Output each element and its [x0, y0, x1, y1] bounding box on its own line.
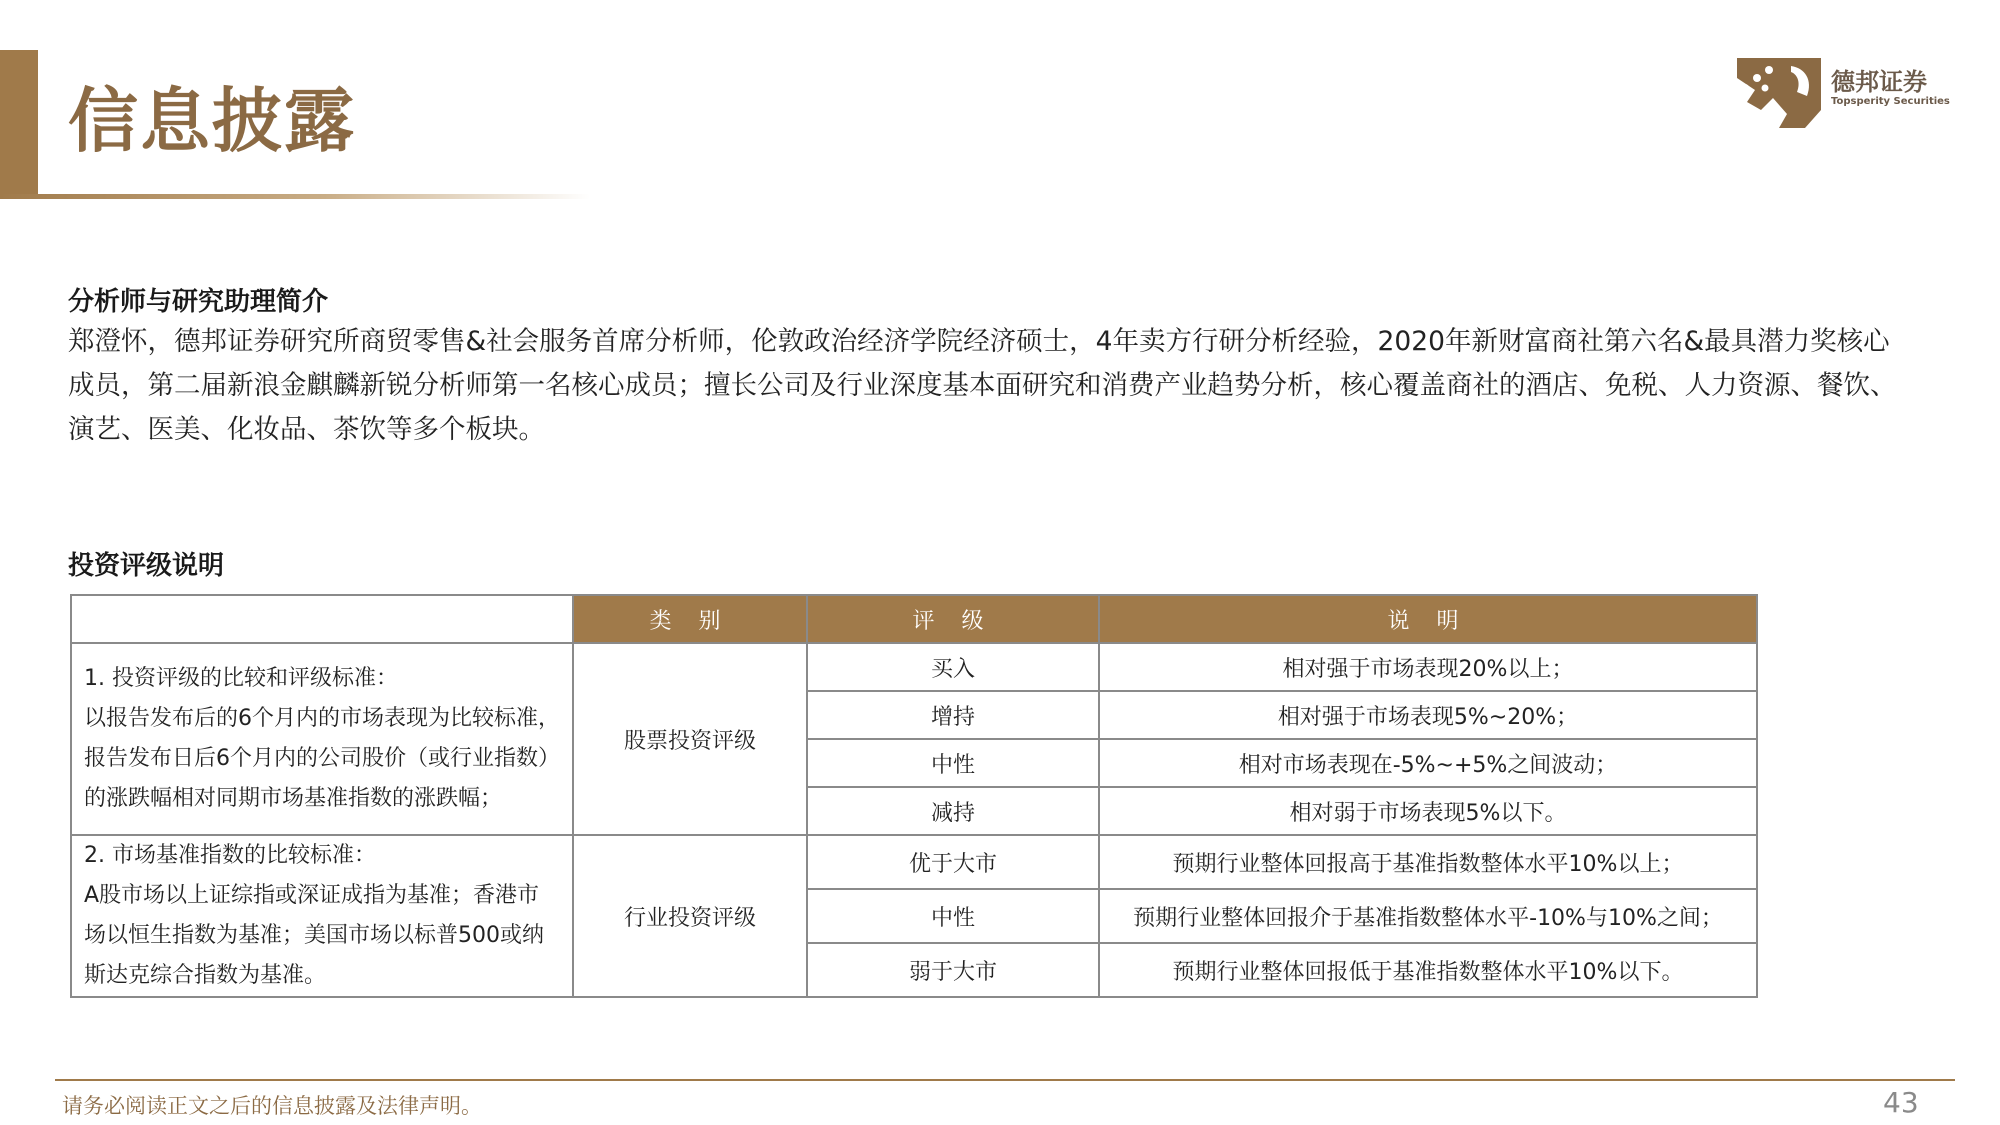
page-title: 信息披露 [68, 80, 356, 162]
explanation-cell: 预期行业整体回报介于基准指数整体水平-10%与10%之间； [1099, 889, 1757, 943]
stock-category-cell: 股票投资评级 [573, 643, 807, 835]
page-number: 43 [1883, 1086, 1919, 1119]
grade-cell: 弱于大市 [807, 943, 1099, 997]
rating-table [70, 594, 1758, 998]
company-logo [1735, 52, 1960, 132]
industry-category-cell: 行业投资评级 [573, 835, 807, 997]
header-explanation: 说 明 [1099, 595, 1757, 643]
stock-criteria-cell [71, 643, 573, 835]
footer-divider [55, 1079, 1955, 1081]
title-underline [0, 194, 590, 199]
header-blank-cell [71, 595, 573, 643]
grade-cell: 买入 [807, 643, 1099, 691]
explanation-cell: 相对强于市场表现5%~20%； [1099, 691, 1757, 739]
rating-table-header [71, 595, 1757, 643]
footer-disclaimer: 请务必阅读正文之后的信息披露及法律声明。 [62, 1094, 482, 1118]
explanation-cell: 相对强于市场表现20%以上； [1099, 643, 1757, 691]
rating-heading: 投资评级说明 [68, 551, 225, 581]
grade-cell: 增持 [807, 691, 1099, 739]
table-row [71, 643, 1757, 691]
explanation-cell: 相对弱于市场表现5%以下。 [1099, 787, 1757, 835]
stock-criteria-title: 1. 投资评级的比较和评级标准： [84, 666, 398, 691]
grade-cell: 中性 [807, 889, 1099, 943]
header-grade: 评 级 [807, 595, 1099, 643]
explanation-cell: 预期行业整体回报低于基准指数整体水平10%以下。 [1099, 943, 1757, 997]
grade-cell: 中性 [807, 739, 1099, 787]
grade-cell: 优于大市 [807, 835, 1099, 889]
analyst-heading: 分析师与研究助理简介 [68, 287, 329, 317]
logo-name-en: Topsperity Securities [1831, 96, 1950, 107]
industry-criteria-title: 2. 市场基准指数的比较标准： [84, 843, 376, 868]
grade-cell: 减持 [807, 787, 1099, 835]
leopard-logo-icon [1735, 52, 1823, 130]
explanation-cell: 相对市场表现在-5%~+5%之间波动； [1099, 739, 1757, 787]
logo-name-cn: 德邦证券 [1831, 68, 1927, 96]
industry-criteria-text: A股市场以上证综指或深证成指为基准；香港市场以恒生指数为基准；美国市场以标普500或纳斯达克综合指数为基准。 [84, 883, 544, 988]
analyst-bio: 郑澄怀，德邦证券研究所商贸零售&社会服务首席分析师，伦敦政治经济学院经济硕士，4年卖方行研分析经验，2020年新财富商社第六名&最具潜力奖核心成员，第二届新浪金麒麟新锐分析师第一名核心成员；擅长公司及行业深度基本面研究和消费产业趋势分析，核心覆盖商社的酒店、免税、人力资源、餐饮、演艺、医美、化妆品、茶饮等多个板块。 [68, 326, 1897, 445]
header-category: 类 别 [573, 595, 807, 643]
table-row [71, 835, 1757, 889]
industry-criteria-cell [71, 835, 573, 997]
explanation-cell: 预期行业整体回报高于基准指数整体水平10%以上； [1099, 835, 1757, 889]
stock-criteria-text: 以报告发布后的6个月内的市场表现为比较标准，报告发布日后6个月内的公司股价（或行业指数）的涨跌幅相对同期市场基准指数的涨跌幅； [84, 706, 560, 811]
title-accent-bar [0, 50, 38, 198]
